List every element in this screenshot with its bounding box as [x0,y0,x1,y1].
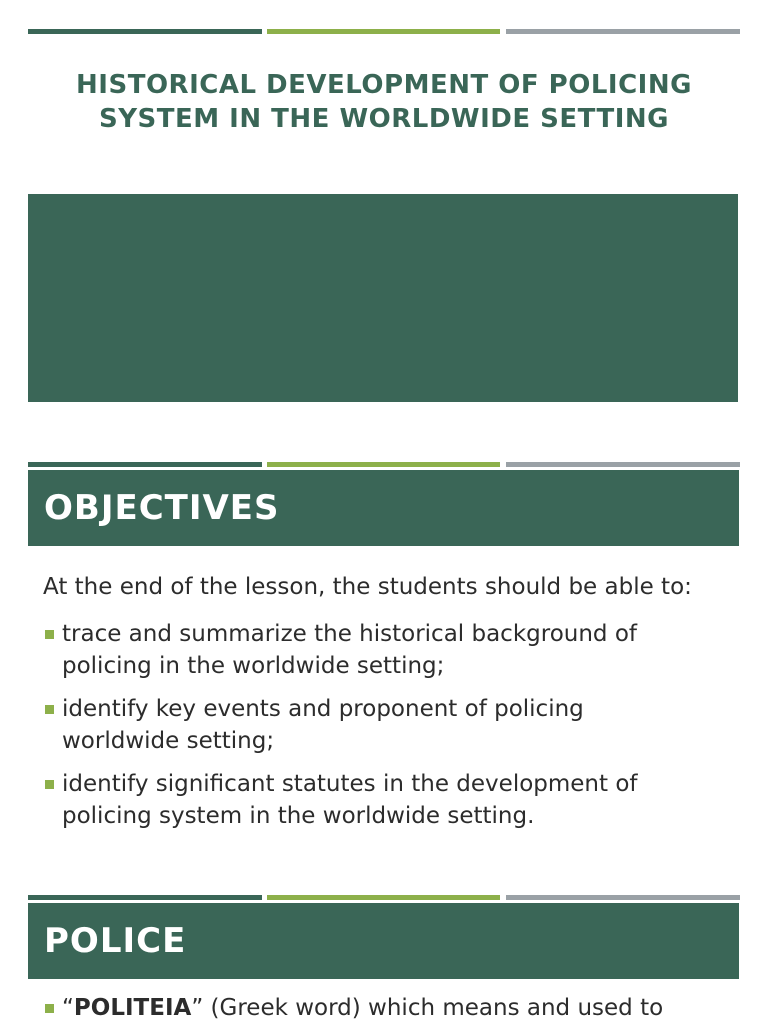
bullet-line: identify key events and proponent of policing [62,696,584,722]
accent-stripe-light [267,462,500,467]
bullet-line: identify significant statutes in the development of [62,771,638,797]
objectives-slide [0,440,768,880]
bullet-term: POLITEIA [73,995,192,1021]
accent-stripe-light [267,895,500,900]
list-item [43,618,733,682]
accent-stripe-dark [28,462,262,467]
accent-stripe-dark [28,29,262,34]
bullet-text: (Greek word) which means and used to [203,995,664,1021]
close-quote: ” [191,995,204,1021]
slide-title [40,68,728,136]
list-item [43,768,733,832]
bullet-line: policing in the worldwide setting; [62,653,445,679]
title-line-2: SYSTEM IN THE WORLDWIDE SETTING [98,104,670,134]
accent-stripe-dark [28,895,262,900]
bullet-line: worldwide setting; [62,728,275,754]
accent-stripe-gray [506,29,740,34]
open-quote: “ [62,995,74,1021]
bullet-square-icon [45,630,54,639]
title-slide [0,0,768,440]
bullet-square-icon [45,705,54,714]
bullet-line: trace and summarize the historical background of [62,621,637,647]
bullet-square-icon [45,780,54,789]
accent-stripe-light [267,29,500,34]
list-item [43,693,733,757]
title-color-block [28,194,738,402]
police-slide [0,880,768,1024]
objectives-list [43,618,733,843]
title-line-1: HISTORICAL DEVELOPMENT OF POLICING [76,70,692,100]
objectives-heading: OBJECTIVES [44,488,280,528]
bullet-line: policing system in the worldwide setting. [62,803,535,829]
bullet-square-icon [45,1004,54,1013]
list-item [43,992,768,1024]
police-header-band [28,903,739,979]
accent-stripe-gray [506,895,740,900]
accent-stripe-gray [506,462,740,467]
police-heading: POLICE [44,921,187,961]
objectives-intro: At the end of the lesson, the students should be able to: [43,574,692,600]
objectives-header-band [28,470,739,546]
